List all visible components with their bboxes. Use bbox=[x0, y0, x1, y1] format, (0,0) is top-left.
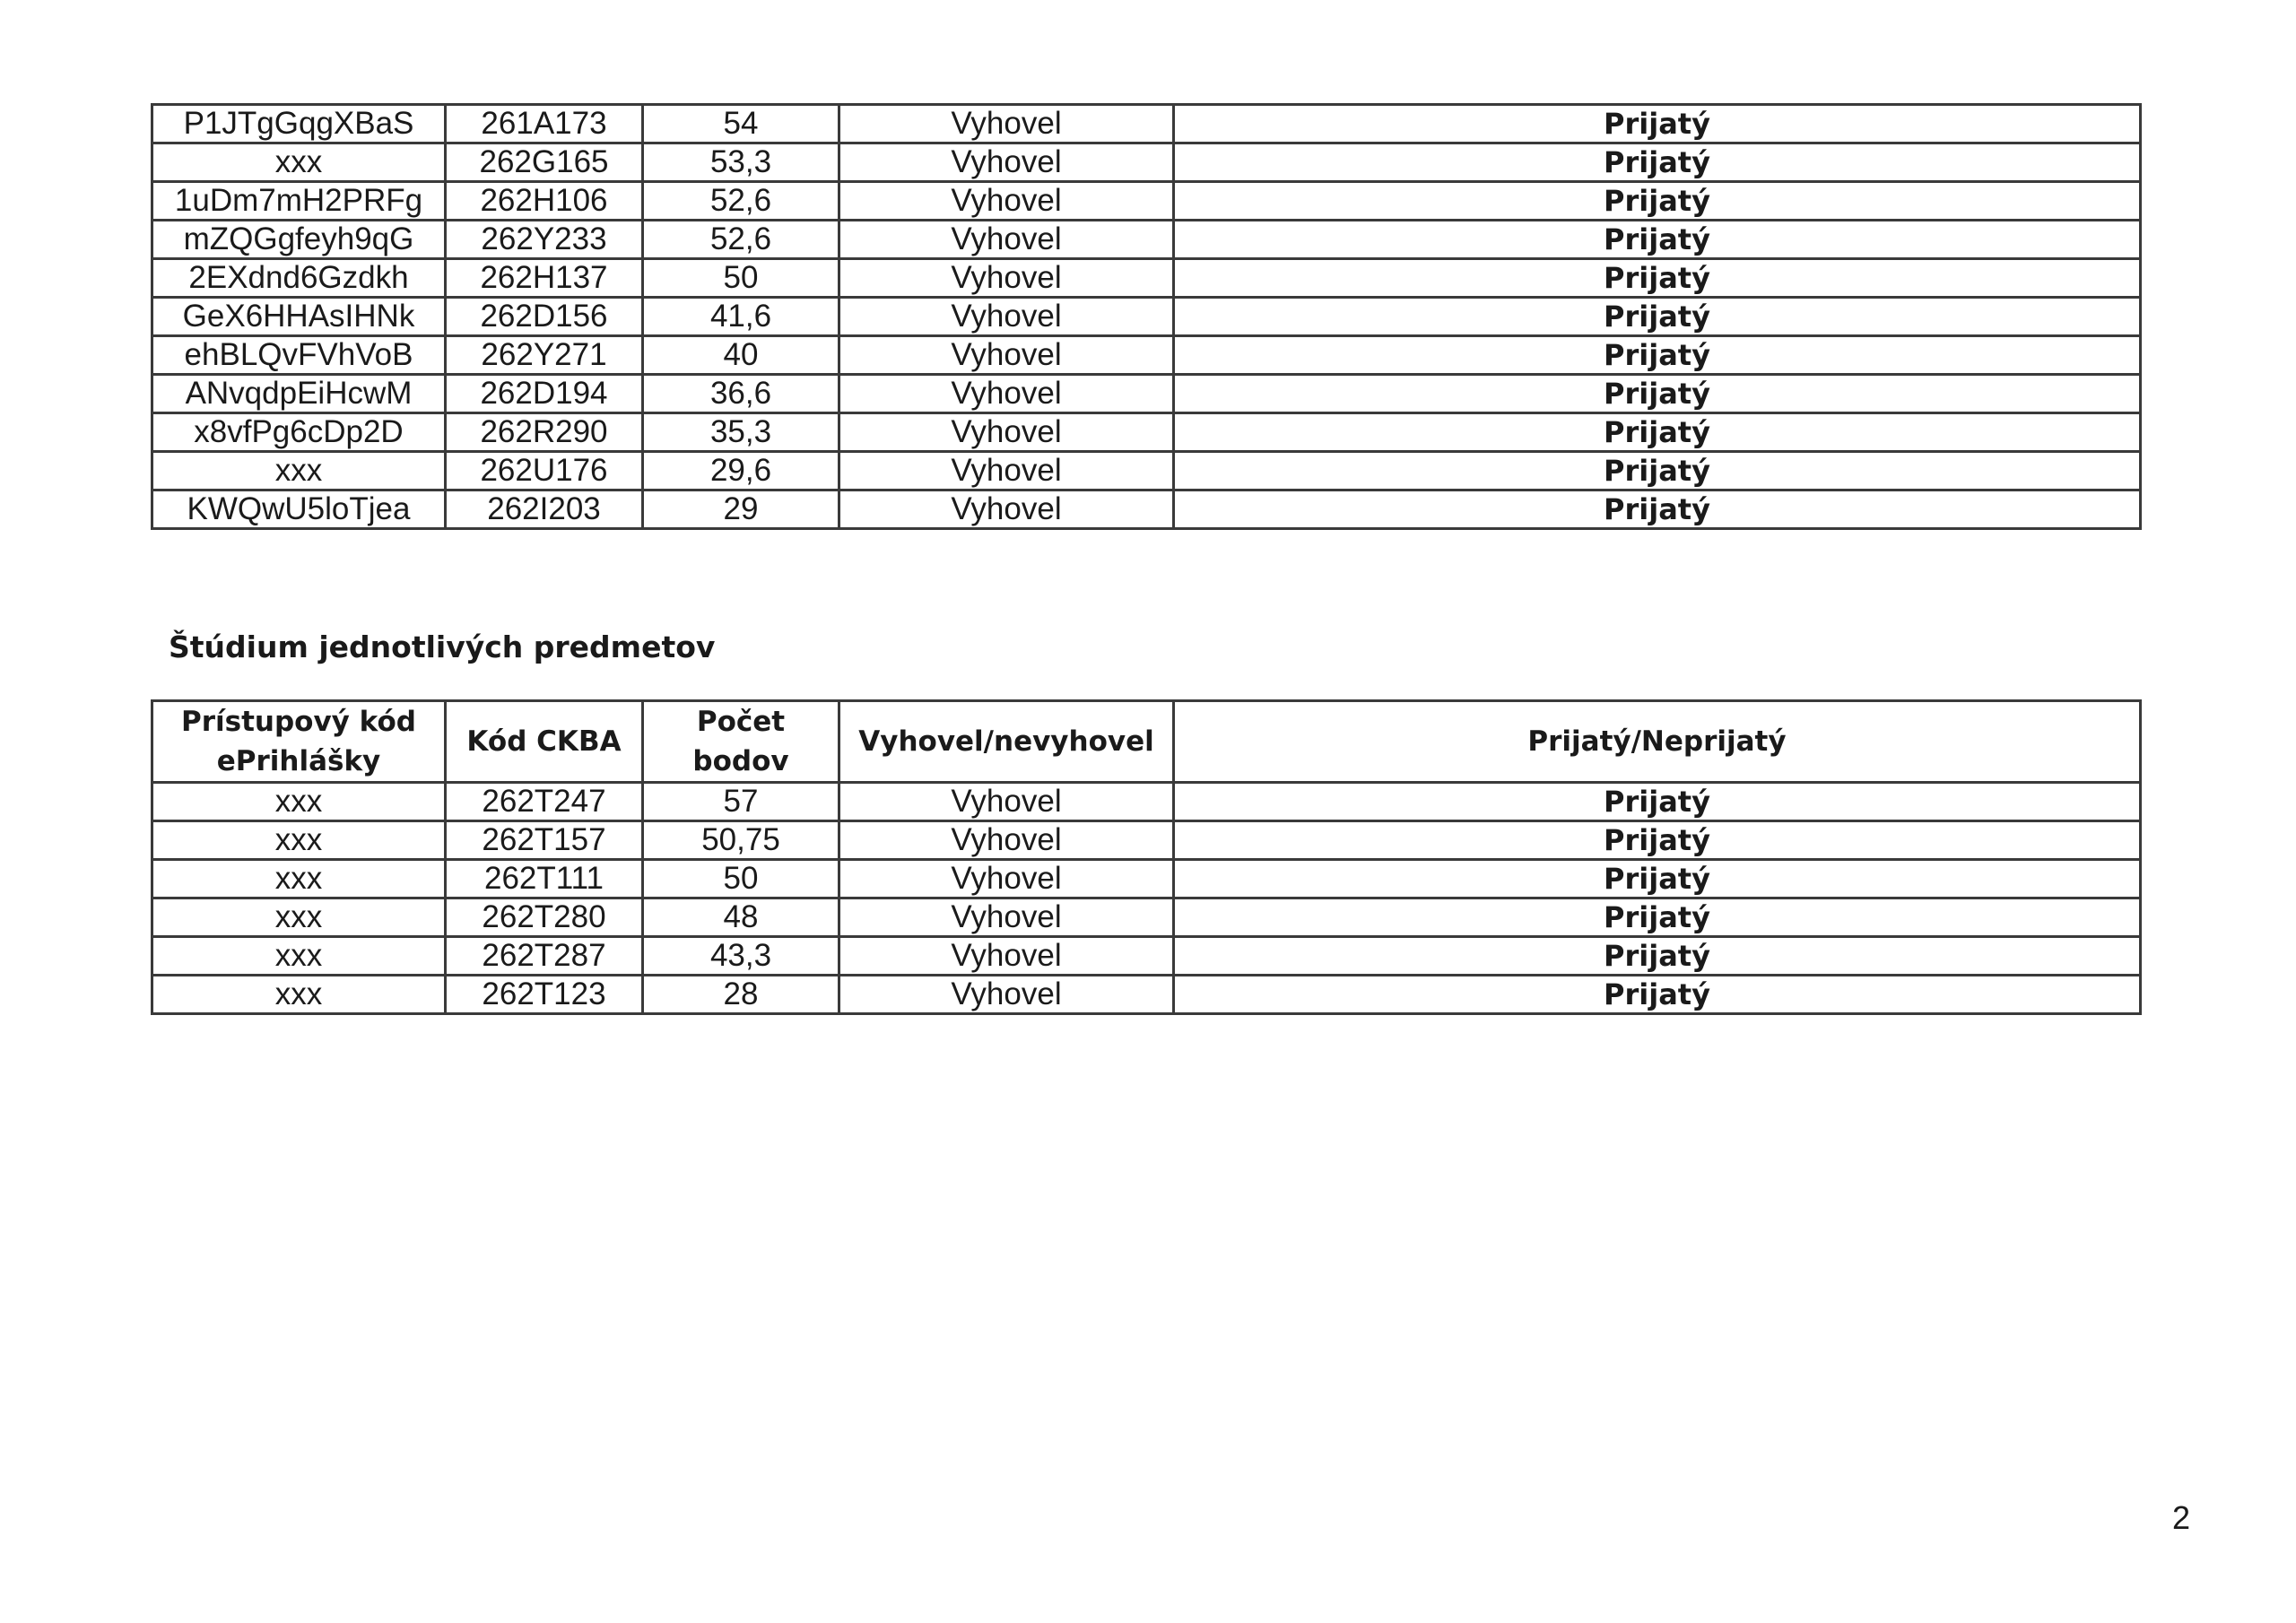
table-row bbox=[152, 336, 2141, 375]
table-row bbox=[152, 898, 2141, 937]
pass-fail-cell: Vyhovel bbox=[839, 783, 1174, 821]
points-cell: 50,75 bbox=[643, 821, 839, 860]
access-code-cell: xxx bbox=[152, 937, 446, 976]
ckba-code-cell: 262T157 bbox=[446, 821, 643, 860]
table-row bbox=[152, 976, 2141, 1014]
access-code-cell: mZQGgfeyh9qG bbox=[152, 221, 446, 259]
table-row bbox=[152, 221, 2141, 259]
pass-fail-cell: Vyhovel bbox=[839, 143, 1174, 182]
access-code-cell: ehBLQvFVhVoB bbox=[152, 336, 446, 375]
points-cell: 41,6 bbox=[643, 298, 839, 336]
pass-fail-cell: Vyhovel bbox=[839, 182, 1174, 221]
ckba-code-cell: 262T111 bbox=[446, 860, 643, 898]
access-code-cell: x8vfPg6cDp2D bbox=[152, 413, 446, 452]
pass-fail-cell: Vyhovel bbox=[839, 898, 1174, 937]
ckba-code-cell: 262T247 bbox=[446, 783, 643, 821]
access-code-cell: ANvqdpEiHcwM bbox=[152, 375, 446, 413]
ckba-code-cell: 262D156 bbox=[446, 298, 643, 336]
ckba-code-cell: 262U176 bbox=[446, 452, 643, 490]
pass-fail-cell: Vyhovel bbox=[839, 298, 1174, 336]
access-code-cell: GeX6HHAsIHNk bbox=[152, 298, 446, 336]
pass-fail-cell: Vyhovel bbox=[839, 821, 1174, 860]
access-code-cell: KWQwU5loTjea bbox=[152, 490, 446, 529]
points-cell: 48 bbox=[643, 898, 839, 937]
admission-cell: Prijatý bbox=[1174, 860, 2141, 898]
admission-cell: Prijatý bbox=[1174, 336, 2141, 375]
pass-fail-cell: Vyhovel bbox=[839, 336, 1174, 375]
admission-cell: Prijatý bbox=[1174, 976, 2141, 1014]
access-code-cell: 2EXdnd6Gzdkh bbox=[152, 259, 446, 298]
points-cell: 43,3 bbox=[643, 937, 839, 976]
admission-cell: Prijatý bbox=[1174, 221, 2141, 259]
ckba-code-cell: 261A173 bbox=[446, 105, 643, 143]
access-code-cell: xxx bbox=[152, 143, 446, 182]
pass-fail-cell: Vyhovel bbox=[839, 937, 1174, 976]
points-cell: 36,6 bbox=[643, 375, 839, 413]
ckba-code-cell: 262H137 bbox=[446, 259, 643, 298]
ckba-code-cell: 262Y271 bbox=[446, 336, 643, 375]
access-code-cell: xxx bbox=[152, 976, 446, 1014]
admission-cell: Prijatý bbox=[1174, 821, 2141, 860]
pass-fail-cell: Vyhovel bbox=[839, 105, 1174, 143]
points-cell: 57 bbox=[643, 783, 839, 821]
results-table-1 bbox=[151, 103, 2142, 530]
points-cell: 52,6 bbox=[643, 182, 839, 221]
pass-fail-cell: Vyhovel bbox=[839, 976, 1174, 1014]
table-row bbox=[152, 259, 2141, 298]
pass-fail-cell: Vyhovel bbox=[839, 259, 1174, 298]
table-row bbox=[152, 783, 2141, 821]
table-header-row bbox=[152, 701, 2141, 783]
header-pass-fail: Vyhovel/nevyhovel bbox=[839, 701, 1174, 783]
points-cell: 53,3 bbox=[643, 143, 839, 182]
admission-cell: Prijatý bbox=[1174, 182, 2141, 221]
table-row bbox=[152, 375, 2141, 413]
admission-cell: Prijatý bbox=[1174, 143, 2141, 182]
admission-cell: Prijatý bbox=[1174, 490, 2141, 529]
page-number: 2 bbox=[2172, 1499, 2191, 1536]
points-cell: 50 bbox=[643, 259, 839, 298]
points-cell: 35,3 bbox=[643, 413, 839, 452]
table-row bbox=[152, 937, 2141, 976]
admission-cell: Prijatý bbox=[1174, 452, 2141, 490]
table-row bbox=[152, 182, 2141, 221]
access-code-cell: xxx bbox=[152, 452, 446, 490]
table-row bbox=[152, 298, 2141, 336]
points-cell: 29,6 bbox=[643, 452, 839, 490]
ckba-code-cell: 262G165 bbox=[446, 143, 643, 182]
table-row bbox=[152, 452, 2141, 490]
access-code-cell: 1uDm7mH2PRFg bbox=[152, 182, 446, 221]
admission-cell: Prijatý bbox=[1174, 105, 2141, 143]
points-cell: 54 bbox=[643, 105, 839, 143]
points-cell: 52,6 bbox=[643, 221, 839, 259]
admission-cell: Prijatý bbox=[1174, 375, 2141, 413]
pass-fail-cell: Vyhovel bbox=[839, 490, 1174, 529]
results-table-1-body bbox=[152, 105, 2141, 529]
points-cell: 40 bbox=[643, 336, 839, 375]
header-points: Počet bodov bbox=[643, 701, 839, 783]
access-code-cell: xxx bbox=[152, 898, 446, 937]
access-code-cell: P1JTgGqgXBaS bbox=[152, 105, 446, 143]
access-code-cell: xxx bbox=[152, 783, 446, 821]
table-row bbox=[152, 821, 2141, 860]
ckba-code-cell: 262I203 bbox=[446, 490, 643, 529]
header-ckba-code: Kód CKBA bbox=[446, 701, 643, 783]
admission-cell: Prijatý bbox=[1174, 898, 2141, 937]
pass-fail-cell: Vyhovel bbox=[839, 413, 1174, 452]
ckba-code-cell: 262H106 bbox=[446, 182, 643, 221]
pass-fail-cell: Vyhovel bbox=[839, 452, 1174, 490]
section-title: Štúdium jednotlivých predmetov bbox=[169, 629, 716, 664]
ckba-code-cell: 262R290 bbox=[446, 413, 643, 452]
admission-cell: Prijatý bbox=[1174, 298, 2141, 336]
table-row bbox=[152, 105, 2141, 143]
results-table-2-body bbox=[152, 783, 2141, 1014]
admission-cell: Prijatý bbox=[1174, 783, 2141, 821]
ckba-code-cell: 262D194 bbox=[446, 375, 643, 413]
points-cell: 50 bbox=[643, 860, 839, 898]
ckba-code-cell: 262T123 bbox=[446, 976, 643, 1014]
pass-fail-cell: Vyhovel bbox=[839, 860, 1174, 898]
header-access-code: Prístupový kód ePrihlášky bbox=[152, 701, 446, 783]
results-table-2 bbox=[151, 699, 2142, 1015]
admission-cell: Prijatý bbox=[1174, 413, 2141, 452]
points-cell: 28 bbox=[643, 976, 839, 1014]
access-code-cell: xxx bbox=[152, 860, 446, 898]
ckba-code-cell: 262Y233 bbox=[446, 221, 643, 259]
table-row bbox=[152, 490, 2141, 529]
header-admission: Prijatý/Neprijatý bbox=[1174, 701, 2141, 783]
access-code-cell: xxx bbox=[152, 821, 446, 860]
admission-cell: Prijatý bbox=[1174, 937, 2141, 976]
pass-fail-cell: Vyhovel bbox=[839, 375, 1174, 413]
table-row bbox=[152, 860, 2141, 898]
table-row bbox=[152, 143, 2141, 182]
table-row bbox=[152, 413, 2141, 452]
points-cell: 29 bbox=[643, 490, 839, 529]
ckba-code-cell: 262T287 bbox=[446, 937, 643, 976]
ckba-code-cell: 262T280 bbox=[446, 898, 643, 937]
pass-fail-cell: Vyhovel bbox=[839, 221, 1174, 259]
admission-cell: Prijatý bbox=[1174, 259, 2141, 298]
